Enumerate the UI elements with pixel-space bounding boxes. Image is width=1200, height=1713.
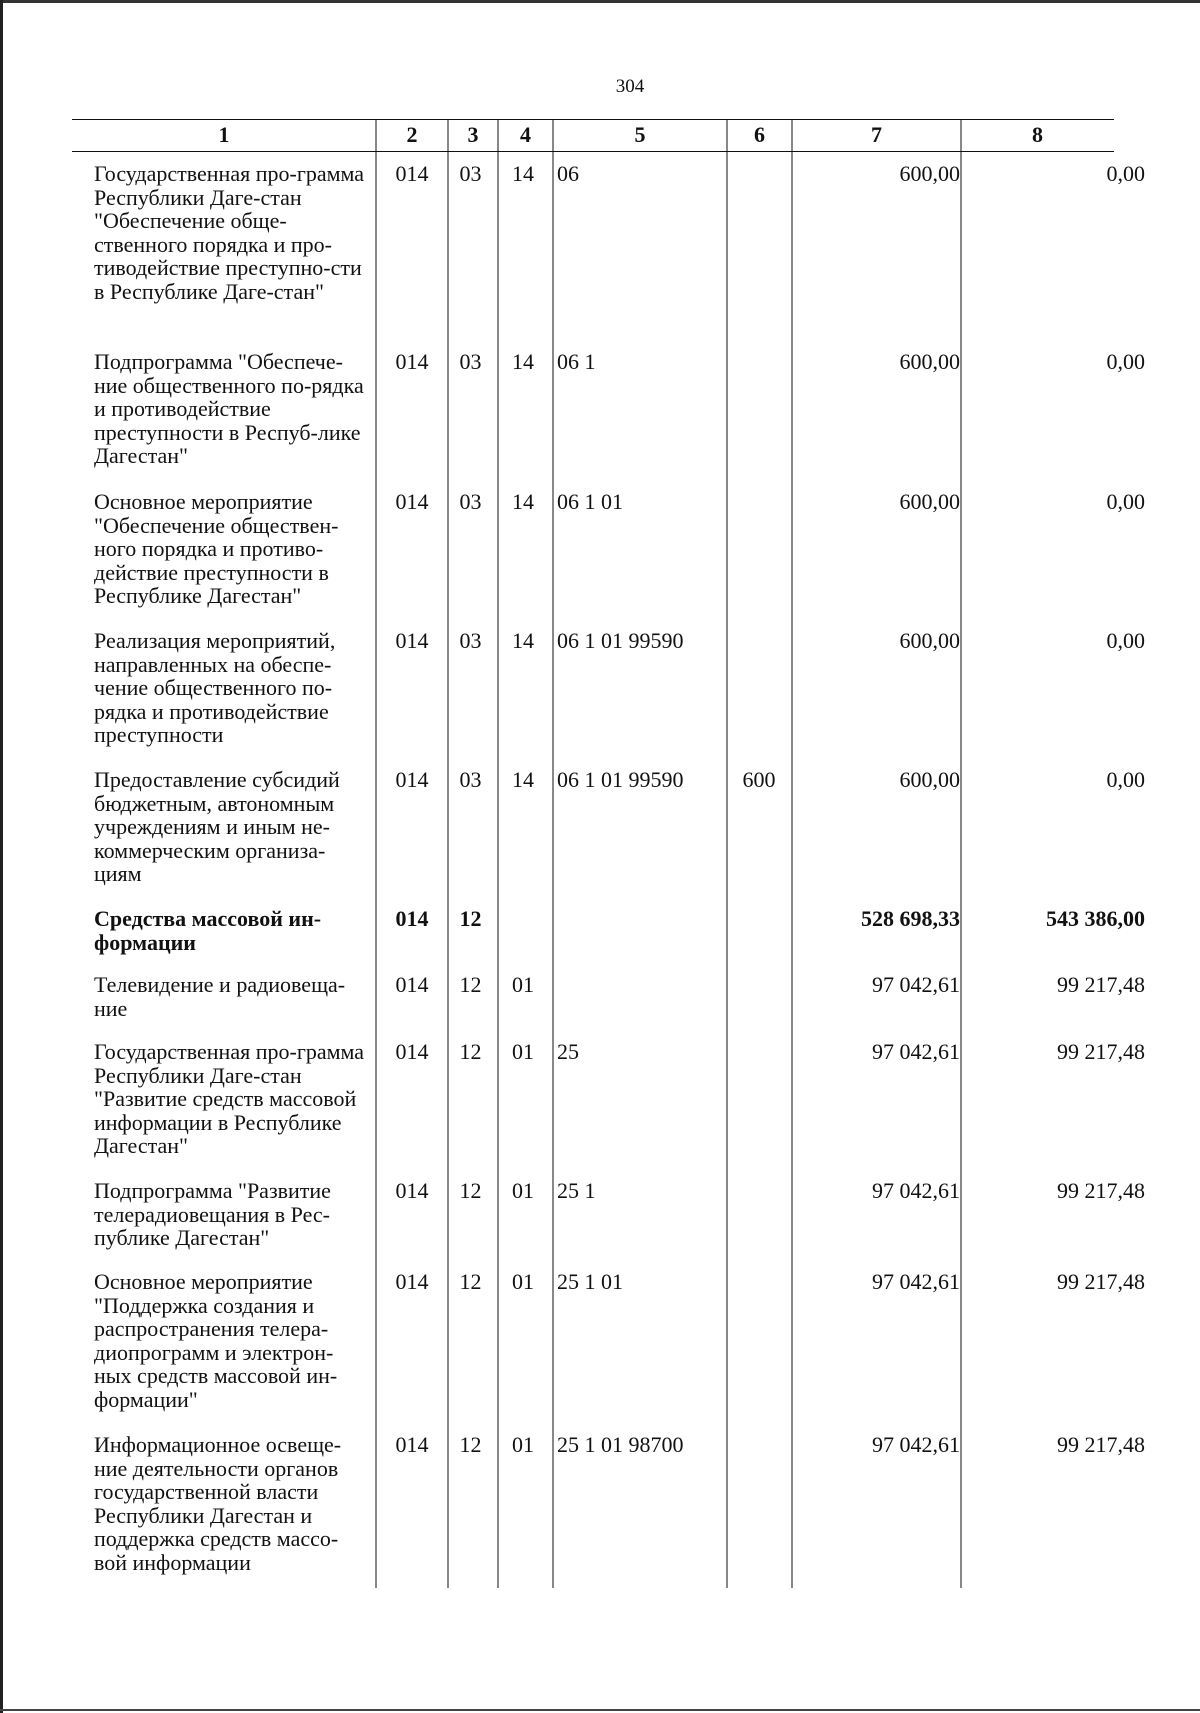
cell-5: 06 1 bbox=[557, 349, 596, 374]
cell-8: 0,00 bbox=[1106, 161, 1145, 186]
cell-8: 99 217,48 bbox=[1057, 1432, 1145, 1457]
cell-7: 97 042,61 bbox=[872, 1269, 960, 1294]
cell-3: 03 bbox=[459, 161, 482, 186]
header-bottom-rule bbox=[72, 151, 1114, 152]
cell-3: 12 bbox=[459, 1269, 482, 1294]
cell-3: 03 bbox=[459, 349, 482, 374]
cell-2: 014 bbox=[395, 1269, 429, 1294]
col-header-5: 5 bbox=[634, 122, 646, 147]
cell-5: 25 1 01 bbox=[557, 1269, 623, 1294]
cell-2: 014 bbox=[395, 972, 429, 997]
row-name: Государственная про-грамма Республики Даге-стан "Обеспечение обще-ственного порядка и про-тиводействие преступно-сти в Республике Даге-стан" bbox=[94, 161, 365, 304]
cell-8: 99 217,48 bbox=[1057, 1269, 1145, 1294]
row-name: Основное мероприятие "Обеспечение обществен-ного порядка и противо-действие преступности в Республике Дагестан" bbox=[94, 489, 339, 608]
cell-6: 600 bbox=[742, 767, 776, 792]
cell-2: 014 bbox=[395, 906, 429, 931]
cell-4: 01 bbox=[512, 1269, 534, 1294]
row-name: Подпрограмма "Развитие телерадиовещания в Рес-публике Дагестан" bbox=[94, 1178, 331, 1250]
row-name: Основное мероприятие "Поддержка создания и распространения телера-диопрограмм и электрон-ных средств массовой ин-формации" bbox=[94, 1269, 338, 1412]
scan-border-left bbox=[0, 0, 3, 1713]
cell-2: 014 bbox=[395, 349, 429, 374]
cell-7: 600,00 bbox=[899, 628, 960, 653]
cell-8: 99 217,48 bbox=[1057, 1039, 1145, 1064]
cell-3: 12 bbox=[459, 972, 482, 997]
row-name: Предоставление субсидий бюджетным, автономным учреждениям и иным не-коммерческим организа-циям bbox=[94, 767, 340, 886]
cell-5: 25 1 bbox=[557, 1178, 596, 1203]
cell-7: 600,00 bbox=[899, 767, 960, 792]
cell-4: 14 bbox=[512, 767, 534, 792]
cell-7: 600,00 bbox=[899, 161, 960, 186]
cell-8: 0,00 bbox=[1106, 489, 1145, 514]
cell-5: 06 1 01 99590 bbox=[557, 628, 684, 653]
cell-4: 14 bbox=[512, 489, 534, 514]
cell-5: 25 1 01 98700 bbox=[557, 1432, 684, 1457]
cell-7: 97 042,61 bbox=[872, 1432, 960, 1457]
cell-8: 0,00 bbox=[1106, 349, 1145, 374]
cell-2: 014 bbox=[395, 1039, 429, 1064]
cell-4: 01 bbox=[512, 1178, 534, 1203]
cell-5: 06 1 01 99590 bbox=[557, 767, 684, 792]
cell-8: 99 217,48 bbox=[1057, 1178, 1145, 1203]
cell-7: 97 042,61 bbox=[872, 1039, 960, 1064]
cell-4: 14 bbox=[512, 349, 534, 374]
cell-3: 12 bbox=[459, 1432, 482, 1457]
col-header-3: 3 bbox=[467, 122, 479, 147]
cell-4: 14 bbox=[512, 628, 534, 653]
cell-3: 03 bbox=[459, 489, 482, 514]
col-header-6: 6 bbox=[754, 122, 765, 147]
page-number: 304 bbox=[615, 76, 645, 97]
cell-4: 01 bbox=[512, 972, 534, 997]
cell-5: 06 bbox=[557, 161, 579, 186]
row-name: Средства массовой ин-формации bbox=[94, 906, 322, 955]
scan-border-top bbox=[0, 0, 1200, 3]
cell-2: 014 bbox=[395, 161, 429, 186]
col-header-8: 8 bbox=[1032, 122, 1043, 147]
cell-2: 014 bbox=[395, 1432, 429, 1457]
row-name: Телевидение и радиовеща-ние bbox=[94, 972, 346, 1021]
cell-3: 12 bbox=[459, 1178, 482, 1203]
cell-8: 543 386,00 bbox=[1046, 906, 1145, 931]
col-header-1: 1 bbox=[218, 122, 230, 147]
cell-4: 14 bbox=[512, 161, 534, 186]
cell-3: 03 bbox=[459, 767, 482, 792]
cell-7: 97 042,61 bbox=[872, 1178, 960, 1203]
table-top-rule bbox=[72, 119, 1114, 120]
cell-7: 97 042,61 bbox=[872, 972, 960, 997]
cell-2: 014 bbox=[395, 628, 429, 653]
cell-3: 12 bbox=[459, 1039, 482, 1064]
col-header-4: 4 bbox=[520, 122, 531, 147]
cell-7: 528 698,33 bbox=[861, 906, 960, 931]
scan-border-bottom bbox=[0, 1709, 1200, 1711]
cell-5: 25 bbox=[557, 1039, 579, 1064]
cell-2: 014 bbox=[395, 489, 429, 514]
row-name: Информационное освеще-ние деятельности органов государственной власти Республики Дагестан и поддержка средств массо-вой информации bbox=[94, 1432, 342, 1575]
row-name: Государственная про-грамма Республики Даге-стан "Развитие средств массовой информации в Республике Дагестан" bbox=[94, 1039, 365, 1158]
cell-5: 06 1 01 bbox=[557, 489, 623, 514]
row-name: Реализация мероприятий, направленных на обеспе-чение общественного по-рядка и противодействие преступности bbox=[94, 628, 336, 747]
cell-2: 014 bbox=[395, 1178, 429, 1203]
cell-3: 03 bbox=[459, 628, 482, 653]
cell-7: 600,00 bbox=[899, 349, 960, 374]
cell-2: 014 bbox=[395, 767, 429, 792]
cell-8: 99 217,48 bbox=[1057, 972, 1145, 997]
cell-3: 12 bbox=[459, 906, 482, 931]
cell-7: 600,00 bbox=[899, 489, 960, 514]
col-header-2: 2 bbox=[406, 122, 418, 147]
row-name: Подпрограмма "Обеспече-ние общественного по-рядка и противодействие преступности в Респуб-лике Дагестан" bbox=[94, 349, 364, 468]
col-header-7: 7 bbox=[871, 122, 882, 147]
cell-4: 01 bbox=[512, 1039, 534, 1064]
cell-4: 01 bbox=[512, 1432, 534, 1457]
cell-8: 0,00 bbox=[1106, 767, 1145, 792]
cell-8: 0,00 bbox=[1106, 628, 1145, 653]
